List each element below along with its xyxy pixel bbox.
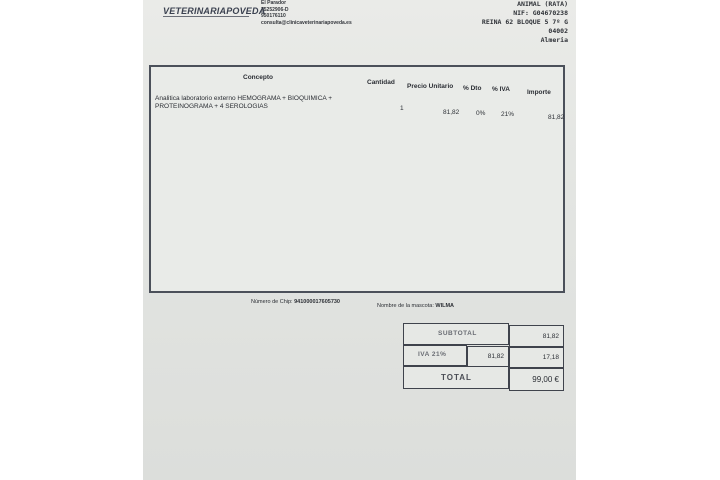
pet-value: WILMA — [435, 303, 455, 309]
client-line: 04002 — [548, 27, 568, 35]
clinic-info — [261, 0, 352, 26]
subtotal-label-box — [403, 323, 509, 345]
row-precio: 81,82 — [443, 109, 460, 116]
chip-value: 941000017605730 — [294, 299, 340, 305]
iva-label: IVA 21% — [418, 351, 447, 358]
iva-label-box — [403, 345, 467, 366]
header-iva: % IVA — [492, 86, 510, 93]
client-line: Almeria — [540, 36, 568, 44]
client-info — [482, 0, 568, 45]
total-label-box — [403, 366, 509, 389]
invoice-paper — [143, 0, 576, 480]
subtotal-label: SUBTOTAL — [438, 330, 477, 337]
iva-base-box — [467, 346, 509, 367]
row-importe: 81,82 — [548, 114, 565, 121]
row-iva: 21% — [501, 111, 515, 118]
chip-label: Número de Chip: — [251, 299, 293, 305]
row-concepto: Analitica laboratorio externo HEMOGRAMA + BIOQUIMICA + PROTEINOGRAMA + 4 SEROLOGIAS — [155, 95, 333, 110]
total-value-box — [509, 368, 564, 391]
subtotal-value: 81,82 — [542, 333, 559, 340]
concepts-table — [149, 65, 565, 293]
client-line: REINA 62 BLOQUE 5 7º G — [481, 18, 568, 26]
row-cantidad: 1 — [400, 105, 404, 112]
subtotal-value-box — [509, 325, 564, 347]
pet-name — [377, 303, 454, 309]
clinic-info-line: 75252906-D — [261, 6, 289, 13]
row-dto: 0% — [476, 110, 486, 117]
iva-base: 81,82 — [487, 353, 504, 360]
header-cantidad: Cantidad — [367, 79, 395, 86]
clinic-info-line: El Parador — [261, 0, 287, 6]
iva-value: 17,18 — [542, 354, 559, 361]
header-precio-unitario: Precio Unitario — [407, 83, 454, 90]
total-label: TOTAL — [441, 373, 472, 382]
client-line: NIF: G04670238 — [513, 9, 568, 17]
client-line: ANIMAL (RATA) — [517, 0, 568, 8]
header-dto: % Dto — [463, 85, 482, 92]
iva-value-box — [509, 347, 564, 368]
clinic-info-line: 950176110 — [261, 13, 286, 19]
header-concepto: Concepto — [243, 74, 273, 81]
clinic-logo: VETERINARIAPOVEDA — [163, 6, 266, 16]
header-importe: Importe — [527, 89, 551, 96]
clinic-info-line: consulta@clinicaveterinariapoveda.es — [261, 19, 352, 26]
chip-number — [251, 299, 340, 305]
total-value: 99,00 € — [532, 375, 559, 384]
logo-underline — [163, 16, 249, 17]
pet-label: Nombre de la mascota: — [377, 303, 434, 309]
